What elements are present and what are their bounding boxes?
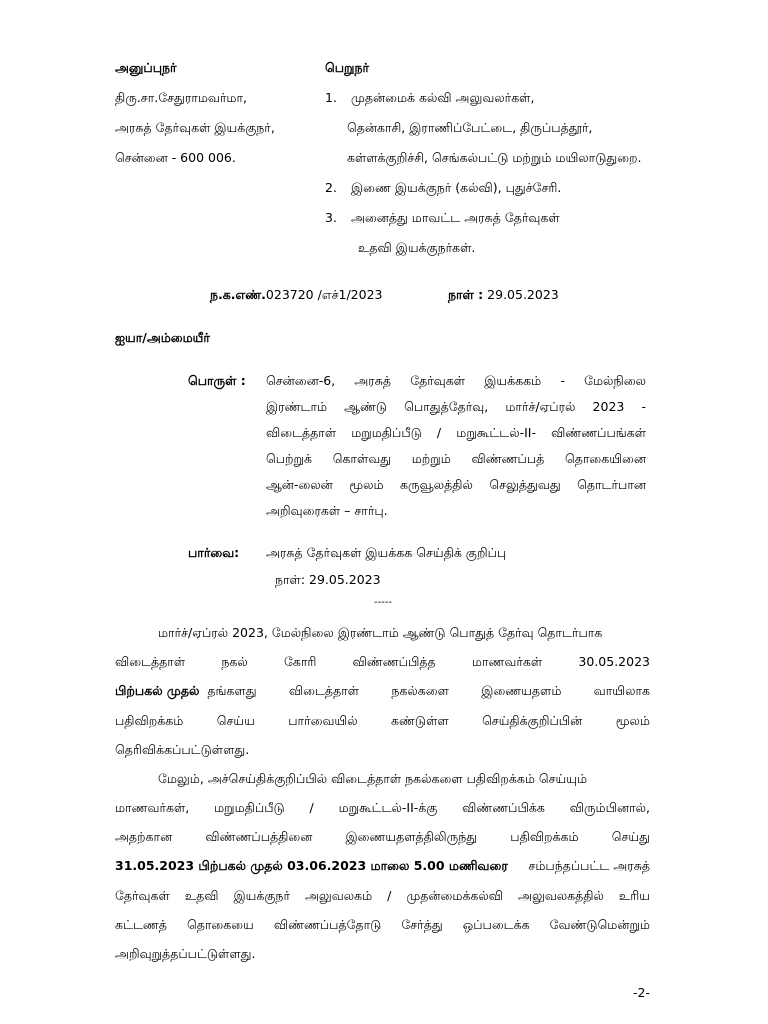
recipient-item-line: கள்ளக்குறிச்சி, செங்கல்பட்டு மற்றும் மயிலாடுதுறை. (347, 150, 642, 165)
reference-date-value: 29.05.2023 (487, 287, 559, 302)
recipient-item-number: 3. (325, 210, 337, 225)
recipient-item-line: அனைத்து மாவட்ட அரசுத் தேர்வுகள் (350, 210, 560, 225)
recipient-item-1 (325, 90, 534, 107)
subject-line: பெற்றுக் கொள்வது மற்றும் விண்ணப்பத் தொகையினை (266, 451, 646, 466)
subject-line: சென்னை-6, அரசுத் தேர்வுகள் இயக்ககம் - மேல்நிலை (266, 373, 646, 388)
recipient-item-number: 2. (325, 180, 337, 195)
sender-heading: அனுப்புநர் (115, 60, 177, 75)
subject-label: பொருள் : (188, 373, 246, 388)
recipient-item-line: முதன்மைக் கல்வி அலுவலர்கள், (350, 90, 535, 105)
reference-date-label: நாள் : (448, 287, 484, 302)
paragraph1-text: தங்களது விடைத்தாள் நகல்களை இணையதளம் வாயிலாக (207, 683, 650, 698)
paragraph2-line: அதற்கான விண்ணப்பத்தினை இணையதளத்திலிருந்து பதிவிறக்கம் செய்து (115, 829, 650, 844)
recipient-item-line: இணை இயக்குநர் (கல்வி), புதுச்சேரி. (350, 180, 562, 195)
reference-number-value: 023720 /எச்1/2023 (265, 287, 383, 302)
paragraph1-line: தெரிவிக்கப்பட்டுள்ளது. (115, 742, 250, 757)
separator: ----- (374, 597, 393, 608)
recipient-item-3 (325, 210, 560, 227)
subject-line: இரண்டாம் ஆண்டு பொதுத்தேர்வு, மார்ச்/ஏப்ரல் 2023 - (266, 399, 646, 414)
recipient-heading: பெறுநர் (325, 60, 370, 75)
paragraph1-line: விடைத்தாள் நகல் கோரி விண்ணப்பித்த மாணவர்கள் 30.05.2023 (115, 654, 650, 669)
recipient-item-number: 1. (325, 90, 337, 105)
subject-line: விடைத்தாள் மறுமதிப்பீடு / மறுகூட்டல்-II- விண்ணப்பங்கள் (266, 425, 646, 440)
paragraph1-line: பதிவிறக்கம் செய்ய பார்வையில் கண்டுள்ள செய்திக்குறிப்பின் மூலம் (115, 713, 650, 728)
paragraph1-line: மார்ச்/ஏப்ரல் 2023, மேல்நிலை இரண்டாம் ஆண்டு பொதுத் தேர்வு தொடர்பாக (158, 625, 603, 640)
paragraph2-line: கட்டணத் தொகையை விண்ணப்பத்தோடு சேர்த்து ஒப்படைக்க வேண்டுமென்றும் (115, 917, 650, 932)
recipient-item-2 (325, 180, 561, 197)
subject-line: ஆன்-லைன் மூலம் கருவூலத்தில் செலுத்துவது தொடர்பான (266, 477, 646, 492)
paragraph2-line: அறிவுறுத்தப்பட்டுள்ளது. (115, 946, 256, 961)
paragraph2-bold-text: 31.05.2023 பிற்பகல் முதல் 03.06.2023 மாலை 5.00 மணிவரை (115, 858, 508, 873)
subject-line: அறிவுரைகள் – சார்பு. (266, 503, 388, 518)
reference-doc-line: அரசுத் தேர்வுகள் இயக்கக செய்திக் குறிப்பு (266, 545, 507, 560)
sender-designation: அரசுத் தேர்வுகள் இயக்குநர், (115, 120, 275, 135)
paragraph2-line: மேலும், அச்செய்திக்குறிப்பில் விடைத்தாள் நகல்களை பதிவிறக்கம் செய்யும் (158, 771, 588, 786)
reference-number-label: ந.க.எண். (210, 287, 266, 302)
sender-name: திரு.சா.சேதுராமவர்மா, (115, 90, 247, 105)
reference-doc-label: பார்வை: (188, 545, 240, 560)
recipient-item-line: தென்காசி, இராணிப்பேட்டை, திருப்பத்தூர், (347, 120, 593, 135)
reference-date (448, 287, 559, 304)
reference-doc-date: நாள்: 29.05.2023 (275, 572, 381, 587)
paragraph2-line: தேர்வுகள் உதவி இயக்குநர் அலுவலகம் / முதன்மைக்கல்வி அலுவலகத்தில் உரிய (115, 888, 650, 903)
paragraph2-line: மாணவர்கள், மறுமதிப்பீடு / மறுகூட்டல்-II-க்கு விண்ணப்பிக்க விரும்பினால், (115, 800, 650, 815)
paragraph1-line (115, 683, 650, 700)
paragraph1-bold-text: பிற்பகல் முதல் (115, 683, 200, 698)
reference-number (210, 287, 382, 304)
recipient-item-line: உதவி இயக்குநர்கள். (358, 240, 476, 255)
paragraph2-text: சம்பந்தப்பட்ட அரசுத் (528, 858, 650, 873)
page-number: -2- (633, 985, 650, 1000)
salutation: ஐயா/அம்மையீர் (115, 330, 210, 345)
paragraph2-line (115, 858, 650, 875)
sender-city: சென்னை - 600 006. (115, 150, 236, 165)
